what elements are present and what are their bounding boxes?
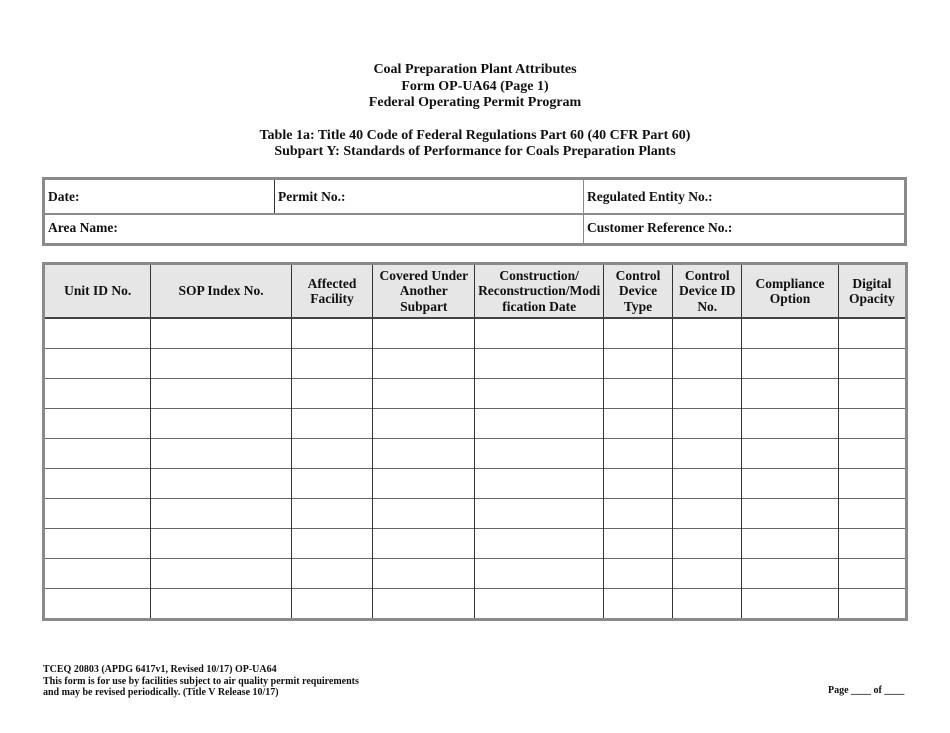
cell-unit-id[interactable]	[44, 349, 151, 379]
cell-construction-date[interactable]	[475, 559, 603, 589]
cell-affected-facility[interactable]	[291, 559, 372, 589]
cell-affected-facility[interactable]	[291, 589, 372, 620]
form-footer	[43, 664, 359, 699]
cell-covered-subpart[interactable]	[373, 559, 475, 589]
cell-compliance-option[interactable]	[742, 439, 838, 469]
cell-digital-opacity[interactable]	[838, 469, 906, 499]
cell-control-device-type[interactable]	[603, 379, 672, 409]
cell-control-device-type[interactable]	[603, 349, 672, 379]
cell-control-device-type[interactable]	[603, 589, 672, 620]
cell-unit-id[interactable]	[44, 379, 151, 409]
table-row	[44, 349, 907, 379]
cell-compliance-option[interactable]	[742, 349, 838, 379]
cell-sop-index[interactable]	[151, 589, 291, 620]
cell-construction-date[interactable]	[475, 529, 603, 559]
cell-control-device-type[interactable]	[603, 318, 672, 349]
cell-compliance-option[interactable]	[742, 318, 838, 349]
table-row	[44, 318, 907, 349]
cell-sop-index[interactable]	[151, 349, 291, 379]
date-label: Date:	[48, 188, 80, 204]
table-row	[44, 559, 907, 589]
table-title: Table 1a: Title 40 Code of Federal Regulations Part 60 (40 CFR Part 60)	[259, 127, 691, 143]
cell-covered-subpart[interactable]	[373, 499, 475, 529]
cell-construction-date[interactable]	[475, 318, 603, 349]
cell-compliance-option[interactable]	[742, 559, 838, 589]
cell-sop-index[interactable]	[151, 559, 291, 589]
usage-note-line-1: This form is for use by facilities subject to air quality permit requirements	[43, 675, 359, 687]
cell-control-device-type[interactable]	[603, 529, 672, 559]
permit-no-label: Permit No.:	[278, 188, 346, 204]
cell-affected-facility[interactable]	[291, 318, 372, 349]
cell-control-device-type[interactable]	[603, 439, 672, 469]
table-row	[44, 499, 907, 529]
cell-control-device-id[interactable]	[673, 499, 742, 529]
cell-construction-date[interactable]	[475, 439, 603, 469]
cell-digital-opacity[interactable]	[838, 499, 906, 529]
customer-reference-no-field[interactable]	[584, 213, 904, 243]
attributes-table	[42, 262, 908, 621]
cell-affected-facility[interactable]	[291, 439, 372, 469]
cell-affected-facility[interactable]	[291, 469, 372, 499]
cell-covered-subpart[interactable]	[373, 439, 475, 469]
col-compliance-option: Compliance Option	[742, 264, 838, 319]
form-id-line: TCEQ 20803 (APDG 6417v1, Revised 10/17) OP-UA64	[43, 664, 277, 675]
cell-affected-facility[interactable]	[291, 409, 372, 439]
cell-covered-subpart[interactable]	[373, 589, 475, 620]
form-header	[0, 62, 950, 161]
col-digital-opacity: Digital Opacity	[838, 264, 906, 319]
cell-control-device-type[interactable]	[603, 499, 672, 529]
program-name: Federal Operating Permit Program	[368, 95, 582, 110]
cell-unit-id[interactable]	[44, 439, 151, 469]
table-row	[44, 379, 907, 409]
cell-unit-id[interactable]	[44, 469, 151, 499]
customer-reference-no-label: Customer Reference No.:	[587, 220, 733, 235]
form-number: Form OP-UA64 (Page 1)	[401, 78, 549, 94]
cell-digital-opacity[interactable]	[838, 409, 906, 439]
cell-covered-subpart[interactable]	[373, 409, 475, 439]
col-control-device-type: Control Device Type	[603, 264, 672, 319]
cell-compliance-option[interactable]	[742, 499, 838, 529]
cell-covered-subpart[interactable]	[373, 469, 475, 499]
info-fields-table	[42, 177, 907, 246]
cell-construction-date[interactable]	[475, 349, 603, 379]
cell-sop-index[interactable]	[151, 499, 291, 529]
table-header-row	[44, 264, 907, 319]
cell-digital-opacity[interactable]	[838, 439, 906, 469]
cell-construction-date[interactable]	[475, 499, 603, 529]
cell-construction-date[interactable]	[475, 469, 603, 499]
cell-covered-subpart[interactable]	[373, 379, 475, 409]
cell-sop-index[interactable]	[151, 529, 291, 559]
cell-digital-opacity[interactable]	[838, 349, 906, 379]
cell-digital-opacity[interactable]	[838, 529, 906, 559]
usage-note-line-2: and may be revised periodically. (Title V Release 10/17)	[43, 687, 279, 698]
cell-unit-id[interactable]	[44, 318, 151, 349]
cell-control-device-id[interactable]	[673, 318, 742, 349]
table-subtitle: Subpart Y: Standards of Performance for Coals Preparation Plants	[274, 144, 676, 159]
form-title: Coal Preparation Plant Attributes	[373, 62, 577, 77]
cell-covered-subpart[interactable]	[373, 529, 475, 559]
area-name-label: Area Name:	[48, 220, 118, 235]
cell-control-device-id[interactable]	[673, 409, 742, 439]
cell-digital-opacity[interactable]	[838, 379, 906, 409]
cell-construction-date[interactable]	[475, 409, 603, 439]
cell-affected-facility[interactable]	[291, 529, 372, 559]
table-row	[44, 409, 907, 439]
cell-sop-index[interactable]	[151, 469, 291, 499]
area-name-field[interactable]	[45, 213, 584, 243]
table-row	[44, 589, 907, 620]
col-control-device-id-no: Control Device ID No.	[673, 264, 742, 319]
cell-control-device-id[interactable]	[673, 439, 742, 469]
cell-compliance-option[interactable]	[742, 469, 838, 499]
cell-control-device-id[interactable]	[673, 559, 742, 589]
info-row-1	[45, 180, 904, 215]
cell-construction-date[interactable]	[475, 589, 603, 620]
cell-unit-id[interactable]	[44, 529, 151, 559]
cell-unit-id[interactable]	[44, 409, 151, 439]
col-affected-facility: Affected Facility	[291, 264, 372, 319]
cell-compliance-option[interactable]	[742, 589, 838, 620]
cell-sop-index[interactable]	[151, 318, 291, 349]
cell-affected-facility[interactable]	[291, 349, 372, 379]
col-unit-id-no: Unit ID No.	[44, 264, 151, 319]
table-row	[44, 439, 907, 469]
cell-affected-facility[interactable]	[291, 499, 372, 529]
cell-control-device-type[interactable]	[603, 409, 672, 439]
cell-sop-index[interactable]	[151, 439, 291, 469]
cell-compliance-option[interactable]	[742, 409, 838, 439]
cell-digital-opacity[interactable]	[838, 589, 906, 620]
cell-sop-index[interactable]	[151, 409, 291, 439]
cell-affected-facility[interactable]	[291, 379, 372, 409]
cell-sop-index[interactable]	[151, 379, 291, 409]
cell-control-device-id[interactable]	[673, 589, 742, 620]
cell-unit-id[interactable]	[44, 499, 151, 529]
cell-control-device-id[interactable]	[673, 469, 742, 499]
cell-construction-date[interactable]	[475, 379, 603, 409]
date-field[interactable]	[45, 180, 275, 213]
col-construction-date: Construction/ Reconstruction/Modi fication Date	[475, 264, 603, 319]
cell-digital-opacity[interactable]	[838, 559, 906, 589]
cell-covered-subpart[interactable]	[373, 318, 475, 349]
table-row	[44, 469, 907, 499]
info-row-2	[45, 213, 904, 243]
col-covered-under-another-subpart: Covered Under Another Subpart	[373, 264, 475, 319]
cell-unit-id[interactable]	[44, 559, 151, 589]
page-number-field: Page ____ of ____	[828, 685, 905, 696]
col-sop-index-no: SOP Index No.	[151, 264, 291, 319]
table-row	[44, 529, 907, 559]
cell-control-device-id[interactable]	[673, 379, 742, 409]
cell-covered-subpart[interactable]	[373, 349, 475, 379]
regulated-entity-no-label: Regulated Entity No.:	[587, 188, 713, 204]
cell-control-device-type[interactable]	[603, 559, 672, 589]
cell-compliance-option[interactable]	[742, 529, 838, 559]
cell-control-device-id[interactable]	[673, 529, 742, 559]
cell-compliance-option[interactable]	[742, 379, 838, 409]
cell-digital-opacity[interactable]	[838, 318, 906, 349]
cell-unit-id[interactable]	[44, 589, 151, 620]
cell-control-device-id[interactable]	[673, 349, 742, 379]
permit-no-field[interactable]	[275, 180, 584, 213]
regulated-entity-no-field[interactable]	[584, 180, 904, 213]
cell-control-device-type[interactable]	[603, 469, 672, 499]
